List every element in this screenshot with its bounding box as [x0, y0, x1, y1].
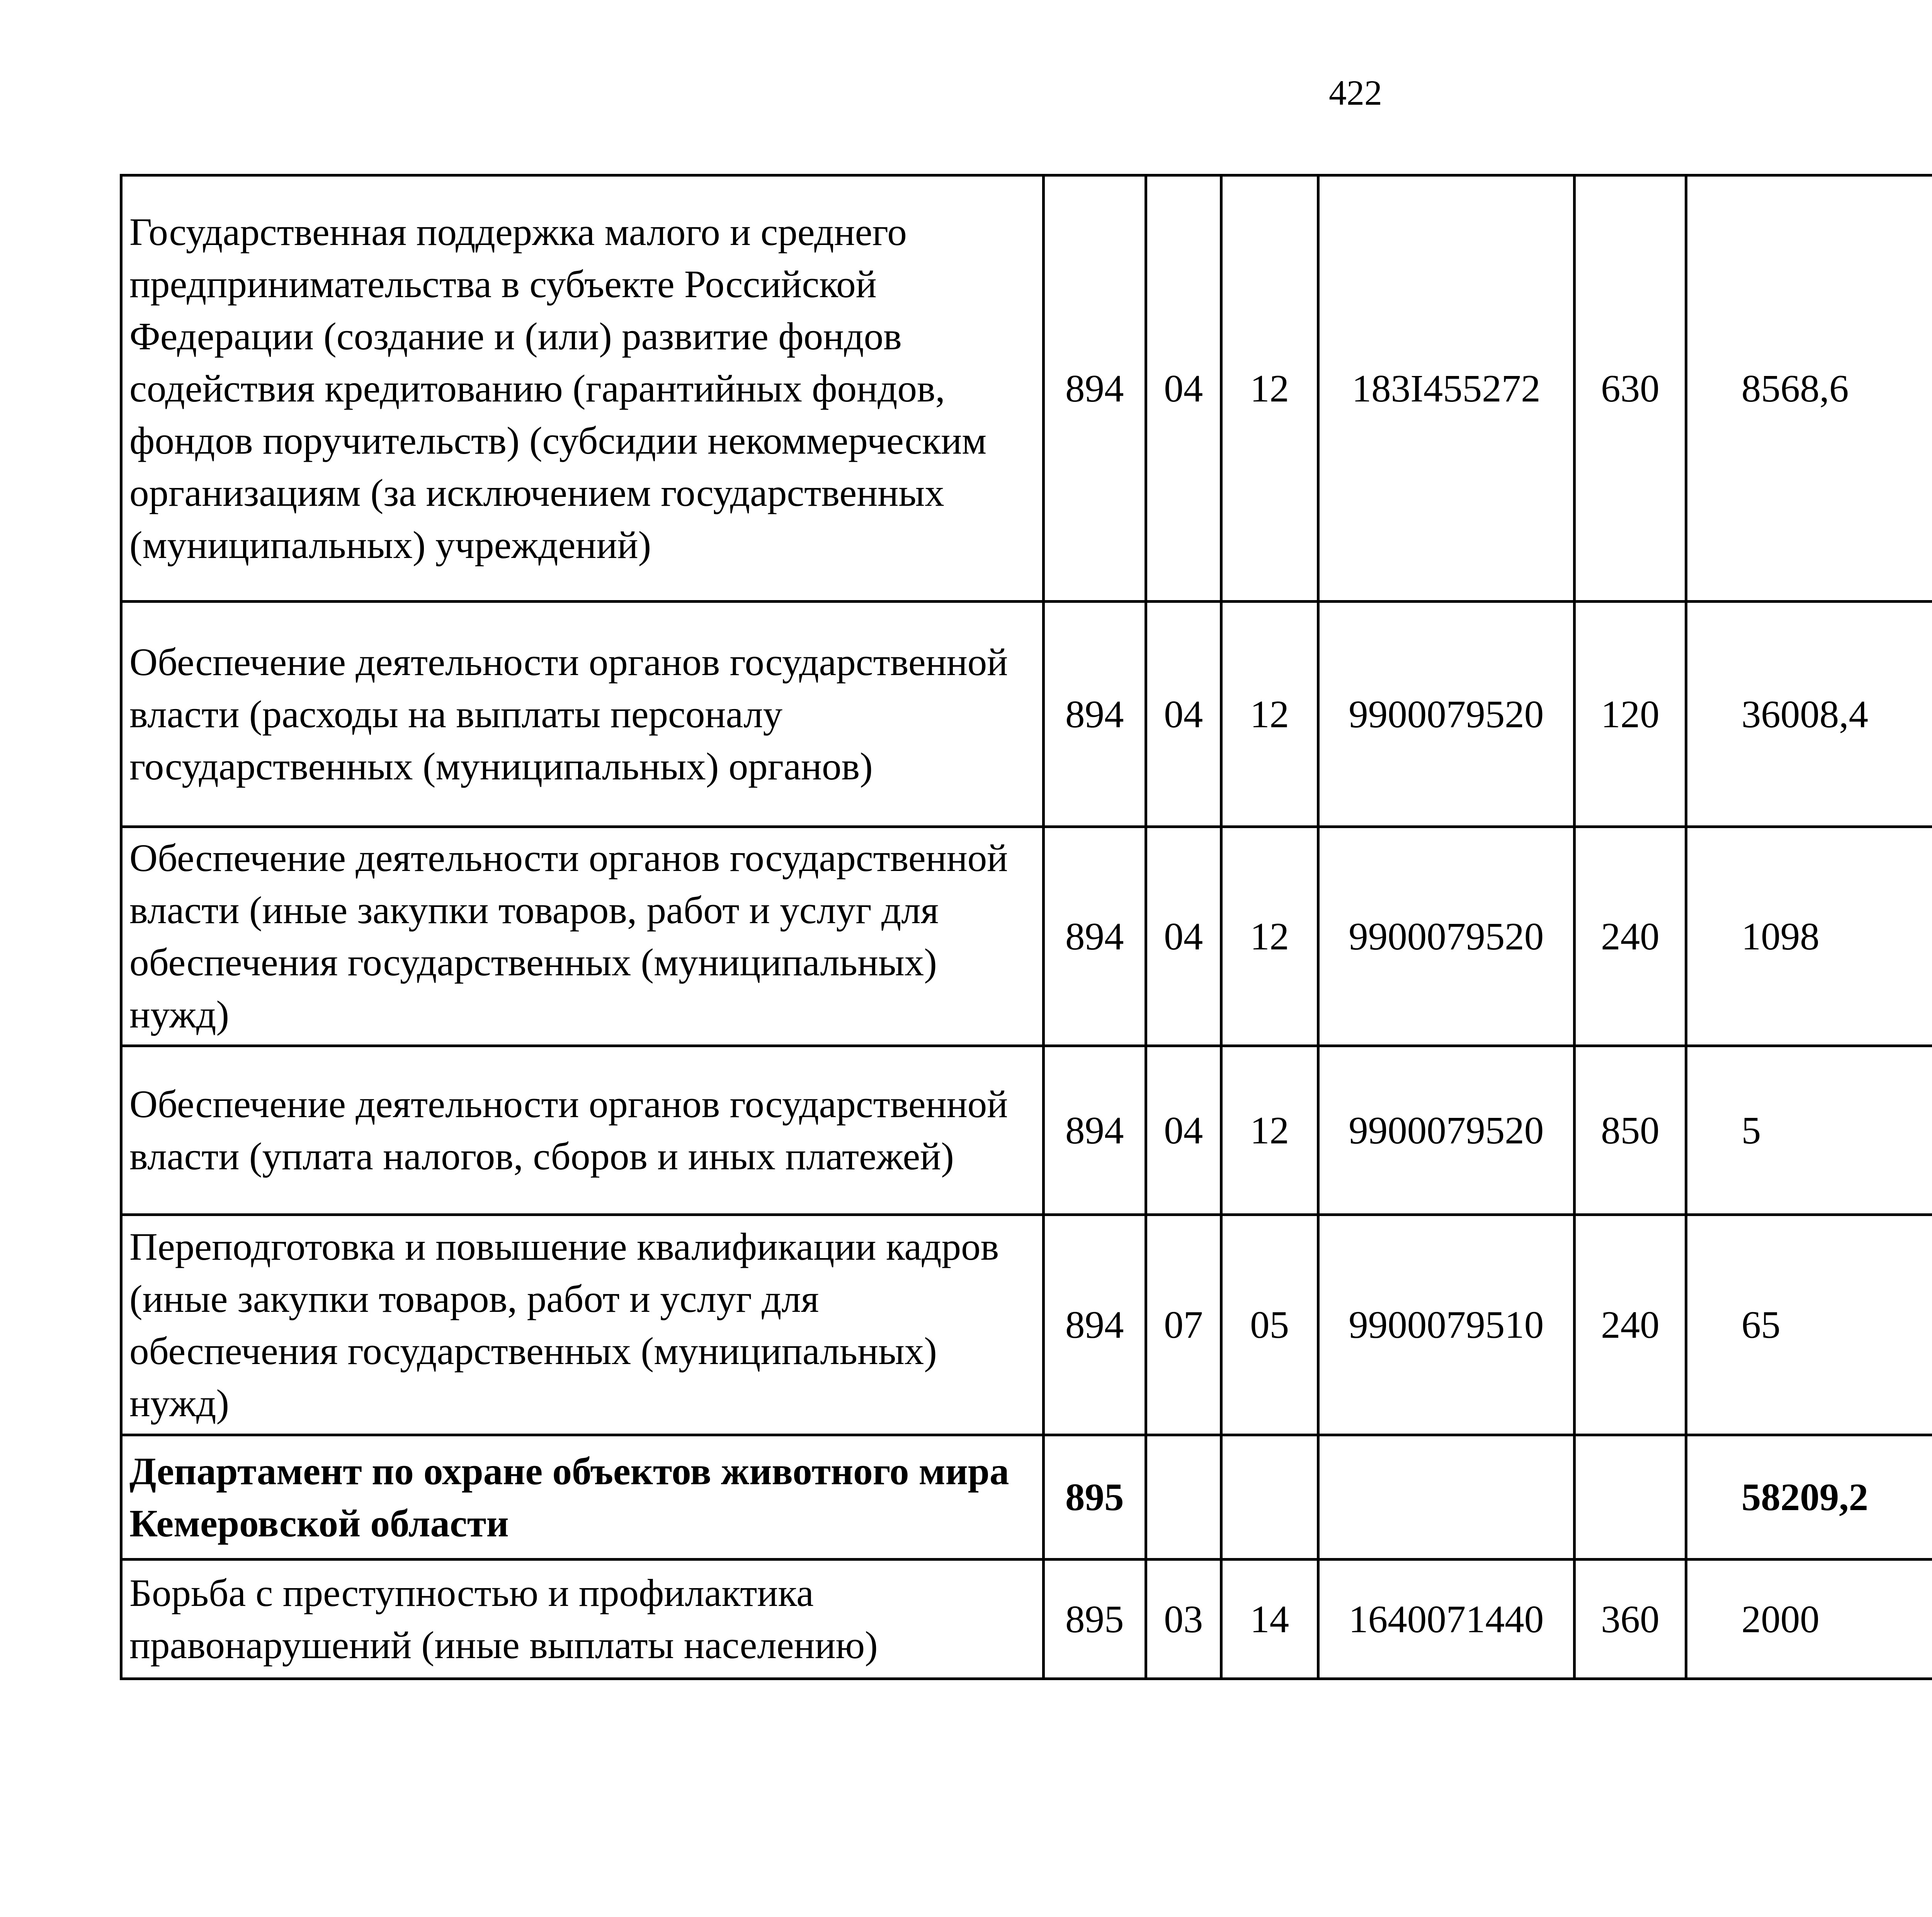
- expense-type-code: [1574, 1435, 1686, 1560]
- amount-year-1: 2000: [1686, 1560, 1932, 1679]
- subsection-code: 12: [1221, 1046, 1318, 1215]
- expense-type-code: 630: [1574, 175, 1686, 602]
- row-name: Борьба с преступностью и профилактика правонарушений (иные выплаты населению): [121, 1560, 1044, 1679]
- subsection-code: 14: [1221, 1560, 1318, 1679]
- subsection-code: 12: [1221, 602, 1318, 827]
- ministry-code: 895: [1043, 1435, 1146, 1560]
- section-code: [1146, 1435, 1221, 1560]
- amount-year-1: 65: [1686, 1215, 1932, 1435]
- section-code: 04: [1146, 602, 1221, 827]
- row-name: Переподготовка и повышение квалификации кадров (иные закупки товаров, работ и услуг для обеспечения государственных (муниципальных) нужд): [121, 1215, 1044, 1435]
- section-code: 04: [1146, 1046, 1221, 1215]
- ministry-code: 894: [1043, 1046, 1146, 1215]
- expense-type-code: 240: [1574, 827, 1686, 1046]
- page-number: 422: [1329, 73, 1382, 112]
- table-row: [121, 1046, 1932, 1215]
- expense-type-code: 850: [1574, 1046, 1686, 1215]
- section-code: 07: [1146, 1215, 1221, 1435]
- amount-year-1: 8568,6: [1686, 175, 1932, 602]
- target-article-code: 1640071440: [1318, 1560, 1574, 1679]
- row-name: Обеспечение деятельности органов государственной власти (расходы на выплаты персоналу государственных (муниципальных) органов): [121, 602, 1044, 827]
- ministry-code: 894: [1043, 175, 1146, 602]
- row-name: Департамент по охране объектов животного мира Кемеровской области: [121, 1435, 1044, 1560]
- budget-table: [120, 174, 1932, 1680]
- table-row: [121, 1560, 1932, 1679]
- table-row: [121, 1215, 1932, 1435]
- target-article-code: 9900079510: [1318, 1215, 1574, 1435]
- table-row: [121, 827, 1932, 1046]
- subsection-code: 05: [1221, 1215, 1318, 1435]
- subsection-code: [1221, 1435, 1318, 1560]
- row-name: Обеспечение деятельности органов государственной власти (уплата налогов, сборов и иных платежей): [121, 1046, 1044, 1215]
- section-code: 03: [1146, 1560, 1221, 1679]
- amount-year-1: 1098: [1686, 827, 1932, 1046]
- target-article-code: 183I455272: [1318, 175, 1574, 602]
- table-row: [121, 602, 1932, 827]
- table-row: [121, 175, 1932, 602]
- target-article-code: 9900079520: [1318, 602, 1574, 827]
- section-code: 04: [1146, 175, 1221, 602]
- expense-type-code: 360: [1574, 1560, 1686, 1679]
- expense-type-code: 240: [1574, 1215, 1686, 1435]
- ministry-code: 895: [1043, 1560, 1146, 1679]
- ministry-code: 894: [1043, 1215, 1146, 1435]
- amount-year-1: 36008,4: [1686, 602, 1932, 827]
- target-article-code: 9900079520: [1318, 827, 1574, 1046]
- amount-year-1: 5: [1686, 1046, 1932, 1215]
- table-row-department-total: [121, 1435, 1932, 1560]
- ministry-code: 894: [1043, 602, 1146, 827]
- expense-type-code: 120: [1574, 602, 1686, 827]
- amount-year-1: 58209,2: [1686, 1435, 1932, 1560]
- target-article-code: 9900079520: [1318, 1046, 1574, 1215]
- ministry-code: 894: [1043, 827, 1146, 1046]
- subsection-code: 12: [1221, 827, 1318, 1046]
- row-name: Государственная поддержка малого и среднего предпринимательства в субъекте Российской Федерации (создание и (или) развитие фондов содействия кредитованию (гарантийных фондов, фондов поручительств) (субсидии некоммерческим организациям (за исключением государственных (муниципальных) учреждений): [121, 175, 1044, 602]
- subsection-code: 12: [1221, 175, 1318, 602]
- row-name: Обеспечение деятельности органов государственной власти (иные закупки товаров, работ и услуг для обеспечения государственных (муниципальных) нужд): [121, 827, 1044, 1046]
- section-code: 04: [1146, 827, 1221, 1046]
- target-article-code: [1318, 1435, 1574, 1560]
